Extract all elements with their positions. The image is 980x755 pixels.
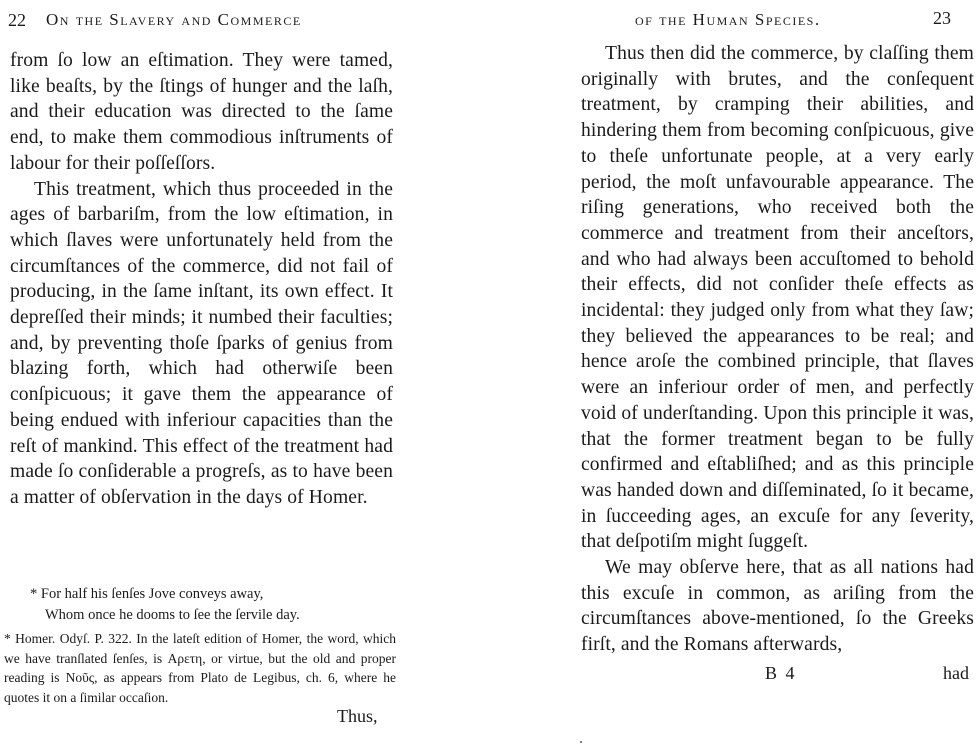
print-speck <box>580 741 582 743</box>
running-head: of the Human Species. <box>635 10 821 29</box>
page-number: 23 <box>933 8 951 28</box>
catchword: had <box>943 663 969 683</box>
paragraph: This treatment, which thus proceeded in the ages of barbariſm, from the low eſtimation, in which ſlaves were unfortunately held from the circumſtances of the commerce, did not fail of producing, in the ſame inſtant, its own effect. It depreſſed their minds; it numbed their faculties; and, by preventing thoſe ſparks of genius from blazing forth, which had otherwiſe been conſpicuous; it gave them the appearance of being endued with inferiour capacities than the reſt of mankind. This effect of the treatment had made ſo conſiderable a progreſs, as to have been a matter of obſervation in the days of Homer. <box>10 178 393 508</box>
body-text <box>581 41 974 658</box>
paragraph: Thus then did the commerce, by claſſing them originally with brutes, and the conſequent treatment, by cramping their abilities, and hindering them from becoming conſpicuous, give to theſe unfortunate people, at a very early period, the moſt unfavourable appearance. The riſing generations, who received both the commerce and treatment from their anceſtors, and who had always been accuſtomed to behold their effects, did not conſider theſe effects as incidental: they judged only from what they ſaw; they believed the appearances to be real; and hence aroſe the combined principle, that ſlaves were an inferiour order of men, and perfectly void of underſtanding. Upon this principle it was, that the former treatment began to be fully confirmed and eſtabliſhed; and as this principle was handed down and diſſeminated, ſo it became, in ſucceeding ages, an excuſe for any ſeverity, that deſpotiſm might ſuggeſt. <box>581 43 974 553</box>
signature-mark: B 4 <box>765 663 797 683</box>
right-page <box>575 0 980 755</box>
page-number: 22 <box>8 10 26 30</box>
catchword: Thus, <box>337 706 378 726</box>
running-head: On the Slavery and Commerce <box>46 10 302 29</box>
paragraph: We may obſerve here, that as all nations had this excuſe in common, as ariſing from the circumſtances above-mentioned, ſo the Greeks firſt, and the Romans afterwards, <box>581 557 974 656</box>
footnote <box>4 629 396 707</box>
left-page <box>0 0 400 755</box>
verse-line: * For half his ſenſes Jove conveys away, <box>30 586 264 602</box>
paragraph: from ſo low an eſtimation. They were tamed, like beaſts, by the ſtings of hunger and the laſh, and their education was directed to the ſame end, to make them commodious inſtruments of labour for their poſſeſſors. <box>10 50 393 174</box>
body-text <box>10 48 393 511</box>
verse-quotation <box>30 584 370 626</box>
verse-line: Whom once he dooms to ſee the ſervile day. <box>45 607 300 623</box>
footnote-text: * Homer. Odyſ. P. 322. In the lateſt edition of Homer, the word, which we have tranſlated ſenſes, is Αρετη, or virtue, but the old and proper reading is Νοῦς, as appears from Plato de Legibus, ch. 6, where he quotes it on a ſimilar occaſion. <box>4 631 396 705</box>
